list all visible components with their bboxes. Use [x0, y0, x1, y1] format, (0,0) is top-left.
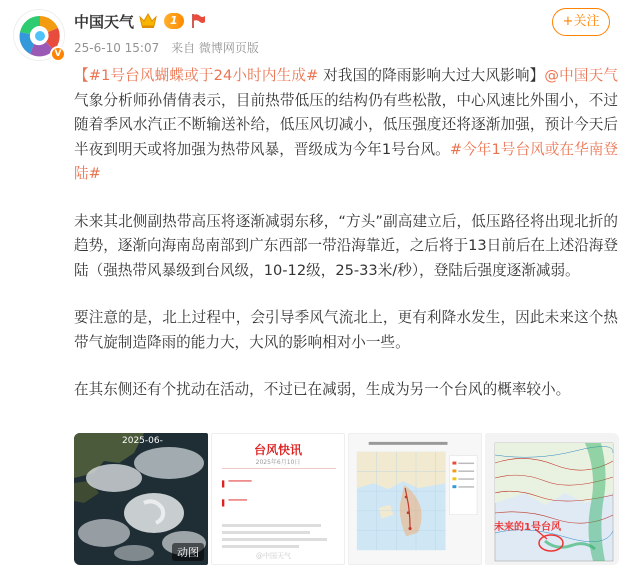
crown-icon[interactable] — [138, 12, 158, 29]
mention-link[interactable]: @中国天气 — [544, 67, 619, 84]
pressure-map-thumbnail[interactable] — [485, 433, 619, 565]
alert-line: ▌ ▔▔▔▔▔ — [222, 481, 252, 488]
alert-date: 2025年6月10日 — [255, 459, 301, 466]
post-paragraph — [74, 306, 618, 355]
follow-button[interactable]: +关注 — [552, 8, 610, 36]
topic-link[interactable]: 【#1号台风蝴蝶或于24小时内生成# — [74, 67, 319, 84]
gif-badge: 动图 — [172, 543, 204, 561]
post-time[interactable]: 25-6-10 15:07 — [74, 41, 160, 55]
level-badge[interactable]: 1 — [164, 13, 184, 29]
post-source: 来自 微博网页版 — [171, 41, 259, 55]
divider — [222, 468, 336, 469]
post-text: 对我国的降雨影响大过大风影响】 — [318, 67, 545, 84]
author-name[interactable]: 中国天气 — [74, 13, 135, 31]
post-content — [74, 64, 618, 426]
post-text: 在其东侧还有个扰动在活动，不过已在减弱，生成为另一个台风的概率较小。 — [74, 381, 571, 398]
track-map-image — [349, 434, 481, 564]
satellite-image-thumbnail[interactable] — [74, 433, 208, 565]
post-paragraph — [74, 378, 618, 403]
topic-link[interactable]: #今年1号台风或在华南登陆# — [74, 140, 618, 182]
satellite-date-label: 2025-06- — [122, 436, 163, 446]
map-annotation: 未来的1号台风 — [494, 522, 561, 533]
author-badges — [138, 12, 206, 29]
alert-text-block — [222, 520, 332, 550]
alert-line: ▌ ▔▔▔▔ — [222, 500, 247, 507]
post-paragraph — [74, 64, 618, 187]
typhoon-alert-thumbnail[interactable] — [211, 433, 345, 565]
post-text: 要注意的是，北上过程中，会引导季风气流北上，更有利降水发生，因此未来这个热带气旋制造降雨的能力大，大风的影响相对小一些。 — [74, 309, 618, 351]
pressure-map-image — [485, 433, 619, 565]
post-text: 气象分析师孙倩倩表示，目前热带低压的结构仍有些松散，中心风速比外围小，不过随着季风水汽正不断输送补给，低压风切减小，低压强度还将逐渐加强，预计今天后半夜到明天或将加强为热带风暴，晋级成为今年1号台风。 — [74, 91, 618, 158]
track-map-thumbnail[interactable] — [348, 433, 482, 565]
verified-badge-icon: V — [50, 46, 66, 62]
post-text: 未来其北侧副热带高压将逐渐减弱东移，“方头”副高建立后，低压路径将出现北折的趋势，逐渐向海南岛南部到广东西部一带沿海靠近，之后将于13日前后在上述沿海登陆（强热带风暴级到台风级，10-12级，25-33米/秒），登陆后强度逐渐减弱。 — [74, 212, 618, 279]
post-paragraph — [74, 210, 618, 284]
watermark: @中国天气 — [256, 552, 291, 560]
post-header — [0, 0, 623, 70]
post-meta — [74, 39, 267, 56]
flag-icon[interactable] — [190, 13, 206, 29]
image-grid — [74, 433, 622, 565]
alert-title: 台风快讯 — [253, 443, 302, 457]
